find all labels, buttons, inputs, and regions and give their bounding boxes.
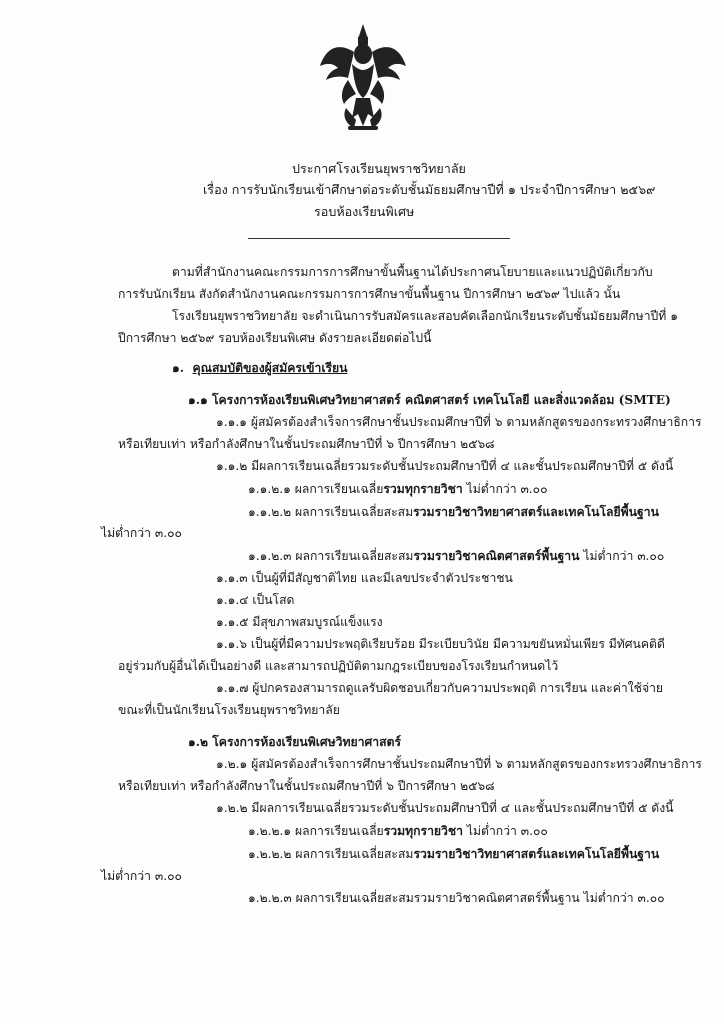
intro-line-2: การรับนักเรียน สังกัดสำนักงานคณะกรรมการการศึกษาขั้นพื้นฐาน ปีการศึกษา ๒๕๖๙ ไปแล้ว นั้น [118,287,621,301]
item-1-1-6-cont: อยู่ร่วมกับผู้อื่นได้เป็นอย่างดี และสามารถปฏิบัติตามกฎระเบียบของโรงเรียนกำหนดไว้ [118,659,559,673]
item-1-1-2: ๑.๑.๒ มีผลการเรียนเฉลี่ยรวมระดับชั้นประถมศึกษาปีที่ ๔ และชั้นประถมศึกษาปีที่ ๕ ดังนี้ [216,459,674,473]
item-1-2-1: ๑.๒.๑ ผู้สมัครต้องสำเร็จการศึกษาชั้นประถมศึกษาปีที่ ๖ ตามหลักสูตรของกระทรวงศึกษาธิการ [216,757,702,771]
item-1-1-2-2 [248,503,659,521]
garuda-emblem-icon [318,22,408,134]
section-1-number: ๑. [172,361,184,375]
header-divider [248,238,510,239]
item-1-1-2-1-tail: ไม่ต่ำกว่า ๓.๐๐ [462,482,548,496]
item-1-1-2-1 [248,480,548,498]
item-1-1-2-2-cont: ไม่ต่ำกว่า ๓.๐๐ [101,526,182,540]
item-1-2-2-1-emph: รวมทุกรายวิชา [383,824,464,838]
sub-1-1-heading: ๑.๑ โครงการห้องเรียนพิเศษวิทยาศาสตร์ คณิตศาสตร์ เทคโนโลยี และสิ่งแวดล้อม (SMTE) [188,393,671,407]
item-1-1-7-cont: ขณะที่เป็นนักเรียนโรงเรียนยุพราชวิทยาลัย [118,703,340,717]
section-1-heading [172,359,348,377]
item-1-1-7: ๑.๑.๗ ผู้ปกครองสามารถดูแลรับผิดชอบเกี่ยวกับความประพฤติ การเรียน และค่าใช้จ่าย [216,681,664,695]
item-1-2-2-2-cont: ไม่ต่ำกว่า ๓.๐๐ [101,869,182,883]
item-1-1-2-3-tail: ไม่ต่ำกว่า ๓.๐๐ [579,549,665,563]
intro-line-4: ปีการศึกษา ๒๕๖๙ รอบห้องเรียนพิเศษ ดังรายละเอียดต่อไปนี้ [118,331,432,345]
item-1-1-2-2-emph: รวมรายวิชาวิทยาศาสตร์และเทคโนโลยีพื้นฐาน [413,505,659,519]
item-1-1-6: ๑.๑.๖ เป็นผู้ที่มีความประพฤติเรียบร้อย มีระเบียบวินัย มีความขยันหมั่นเพียร มีทัศนคติดี [216,637,665,651]
intro-line-1: ตามที่สำนักงานคณะกรรมการการศึกษาขั้นพื้นฐานได้ประกาศนโยบายและแนวปฏิบัติเกี่ยวกับ [172,265,653,279]
item-1-2-2-1 [248,822,548,840]
sub-1-2-heading: ๑.๒ โครงการห้องเรียนพิเศษวิทยาศาสตร์ [188,735,402,749]
item-1-1-2-1-emph: รวมทุกรายวิชา [383,482,463,496]
item-1-1-2-2-lead: ๑.๑.๒.๒ ผลการเรียนเฉลี่ยสะสม [248,505,414,519]
item-1-1-2-3-emph: รวมรายวิชาคณิตศาสตร์พื้นฐาน [413,549,580,563]
item-1-1-2-3-lead: ๑.๑.๒.๓ ผลการเรียนเฉลี่ยสะสม [248,549,414,563]
section-1-title: คุณสมบัติของผู้สมัครเข้าเรียน [192,361,348,375]
item-1-1-1-cont: หรือเทียบเท่า หรือกำลังศึกษาในชั้นประถมศึกษาปีที่ ๖ ปีการศึกษา ๒๕๖๘ [118,437,495,451]
item-1-2-2-2 [248,845,659,863]
intro-line-3: โรงเรียนยุพราชวิทยาลัย จะดำเนินการรับสมัครและสอบคัดเลือกนักเรียนระดับชั้นมัธยมศึกษาปีที่ ๑ [172,309,678,323]
item-1-2-2-2-emph: รวมรายวิชาวิทยาศาสตร์และเทคโนโลยีพื้นฐาน [413,847,660,861]
item-1-1-4: ๑.๑.๔ เป็นโสด [216,593,295,607]
item-1-2-2-1-lead: ๑.๒.๒.๑ ผลการเรียนเฉลี่ย [248,824,384,838]
item-1-2-2-2-lead: ๑.๒.๒.๒ ผลการเรียนเฉลี่ยสะสม [248,847,414,861]
item-1-1-5: ๑.๑.๕ มีสุขภาพสมบูรณ์แข็งแรง [216,615,383,629]
item-1-1-3: ๑.๑.๓ เป็นผู้ที่มีสัญชาติไทย และมีเลขประจำตัวประชาชน [216,571,513,585]
item-1-2-1-cont: หรือเทียบเท่า หรือกำลังศึกษาในชั้นประถมศึกษาปีที่ ๖ ปีการศึกษา ๒๕๖๘ [118,779,495,793]
item-1-1-2-1-lead: ๑.๑.๒.๑ ผลการเรียนเฉลี่ย [248,482,384,496]
item-1-2-2-1-tail: ไม่ต่ำกว่า ๓.๐๐ [463,824,548,838]
item-1-1-2-3 [248,547,664,565]
announcement-round: รอบห้องเรียนพิเศษ [314,204,415,219]
item-1-2-2-3: ๑.๒.๒.๓ ผลการเรียนเฉลี่ยสะสมรวมรายวิชาคณิตศาสตร์พื้นฐาน ไม่ต่ำกว่า ๓.๐๐ [248,891,665,905]
announcement-subject: เรื่อง การรับนักเรียนเข้าศึกษาต่อระดับชั้นมัธยมศึกษาปีที่ ๑ ประจำปีการศึกษา ๒๕๖๙ [203,182,656,197]
announcement-title: ประกาศโรงเรียนยุพราชวิทยาลัย [292,161,466,176]
item-1-1-1: ๑.๑.๑ ผู้สมัครต้องสำเร็จการศึกษาชั้นประถมศึกษาปีที่ ๖ ตามหลักสูตรของกระทรวงศึกษาธิการ [216,415,702,429]
item-1-2-2: ๑.๒.๒ มีผลการเรียนเฉลี่ยรวมระดับชั้นประถมศึกษาปีที่ ๔ และชั้นประถมศึกษาปีที่ ๕ ดังนี้ [216,801,674,815]
